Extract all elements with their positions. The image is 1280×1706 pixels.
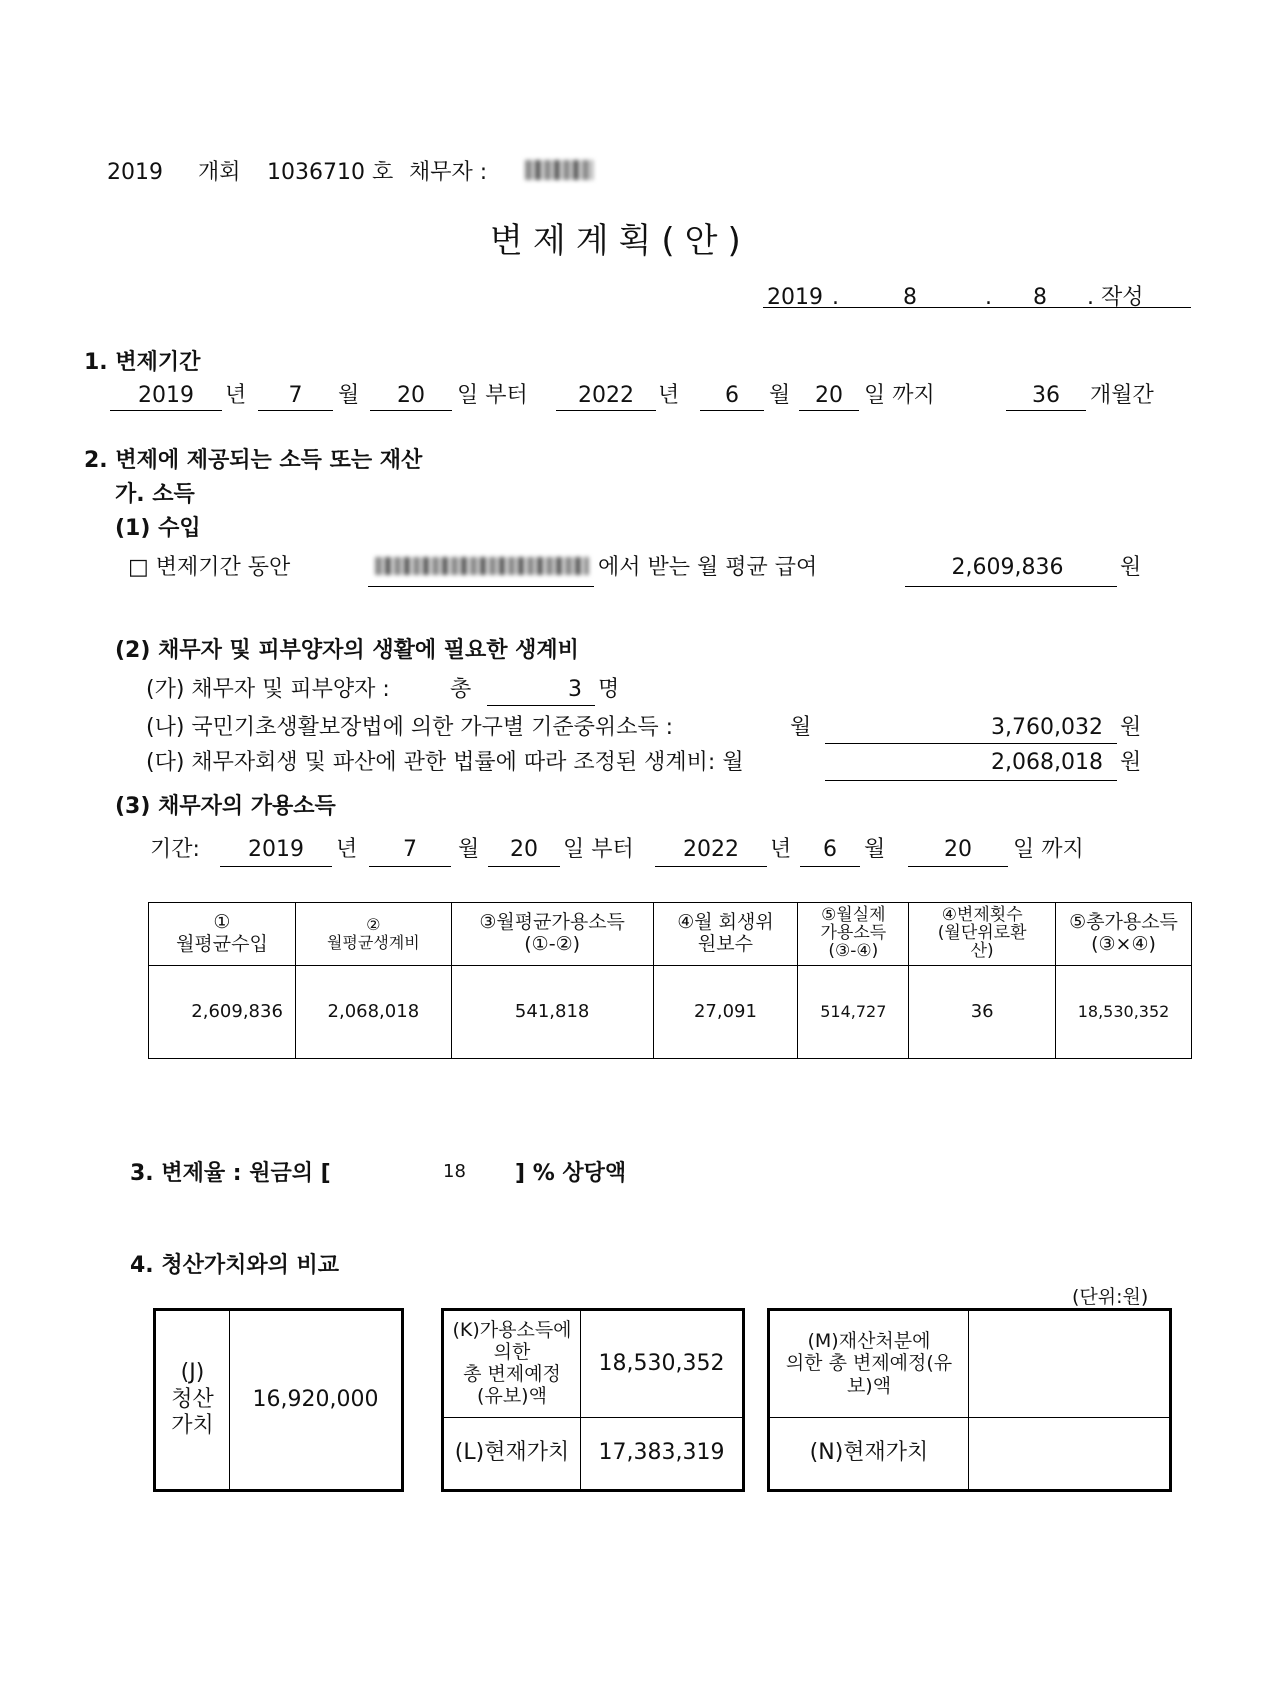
income-amount: 2,609,836	[951, 555, 1064, 580]
cell-total-available-income: 18,530,352	[1056, 966, 1192, 1059]
available-income-repayment-box	[441, 1308, 745, 1492]
underline	[369, 866, 451, 867]
underline	[905, 586, 1117, 587]
label-day-from: 일 부터	[457, 383, 528, 408]
case-number: 1036710	[267, 160, 365, 185]
header-repayment-count: ④변제횟수 (월단위로환 산)	[909, 903, 1056, 966]
dependents-label: (가) 채무자 및 피부양자 :	[146, 677, 390, 702]
employer-name-redacted	[375, 557, 589, 575]
written-date-underline	[763, 307, 1191, 308]
written-day: 8	[1033, 285, 1047, 310]
label-month: 월	[338, 383, 360, 408]
period-months: 36	[1032, 383, 1060, 408]
median-income-value: 3,760,032	[991, 715, 1103, 740]
month-label: 월	[790, 715, 812, 740]
cell-monthly-living-cost: 2,068,018	[295, 966, 451, 1059]
ho-label: 호	[372, 160, 394, 185]
n-value	[969, 1417, 1170, 1489]
underline	[368, 586, 594, 587]
k-value: 18,530,352	[581, 1311, 743, 1417]
debtor-name-redacted	[525, 160, 593, 180]
label-year: 년	[225, 383, 247, 408]
label-year: 년	[336, 837, 358, 862]
label-year: 년	[658, 383, 680, 408]
section2-sub-3: (3) 채무자의 가용소득	[115, 794, 336, 819]
liquidation-value: 16,920,000	[230, 1311, 402, 1489]
underline	[908, 866, 1008, 867]
living-cost-value: 2,068,018	[991, 750, 1103, 775]
written-year: 2019	[767, 285, 823, 310]
period-start-year: 2019	[138, 383, 194, 408]
label-day-from: 일 부터	[563, 837, 634, 862]
header-monthly-available-income: ③월평균가용소득 (①-②)	[451, 903, 653, 966]
section2-sub-ga: 가. 소득	[115, 482, 195, 507]
case-label: 개회	[198, 160, 241, 185]
section2-sub-2: (2) 채무자 및 피부양자의 생활에 필요한 생계비	[115, 638, 579, 663]
liquidation-value-box	[153, 1308, 404, 1492]
underline	[700, 410, 764, 411]
header-monthly-living-cost: ② 월평균생계비	[295, 903, 451, 966]
period-start-day: 20	[397, 383, 425, 408]
header-actual-available-income: ⑤월실제 가용소득 (③-④)	[798, 903, 909, 966]
available-period-label: 기간:	[150, 837, 200, 862]
label-day-to: 일 까지	[864, 383, 935, 408]
header-monthly-income: ① 월평균수입	[149, 903, 296, 966]
label-day-to: 일 까지	[1013, 837, 1084, 862]
dependents-total-label: 총	[450, 677, 472, 702]
cell-actual-available-income: 514,727	[798, 966, 909, 1059]
debtor-label: 채무자 :	[409, 160, 488, 185]
dependents-count: 3	[568, 677, 582, 702]
period-end-year: 2022	[578, 383, 634, 408]
won-label: 원	[1120, 555, 1142, 580]
liquidation-value-label: (J) 청산 가치	[156, 1311, 230, 1489]
section2-sub-1: (1) 수입	[115, 516, 201, 541]
available-end-month: 6	[823, 837, 837, 862]
living-cost-label: (다) 채무자회생 및 파산에 관한 법률에 따라 조정된 생계비: 월	[146, 750, 744, 775]
won-label: 원	[1120, 750, 1142, 775]
m-label: (M)재산처분에 의한 총 변제예정(유 보)액	[770, 1311, 969, 1417]
underline	[258, 410, 333, 411]
label-year: 년	[770, 837, 792, 862]
n-label: (N)현재가치	[770, 1417, 969, 1489]
repayment-rate: 18	[443, 1161, 466, 1182]
underline	[220, 866, 332, 867]
available-end-year: 2022	[683, 837, 739, 862]
cell-trustee-fee: 27,091	[653, 966, 798, 1059]
table-row	[149, 966, 1192, 1059]
unit-label: (단위:원)	[1072, 1286, 1149, 1308]
median-income-label: (나) 국민기초생활보장법에 의한 가구별 기준중위소득 :	[146, 715, 674, 740]
won-label: 원	[1120, 715, 1142, 740]
period-start-month: 7	[288, 383, 303, 408]
underline	[487, 705, 595, 706]
written-suffix: . 작성	[1087, 285, 1144, 310]
k-label: (K)가용소득에 의한 총 변제예정 (유보)액	[444, 1311, 581, 1417]
income-mid: 에서 받는 월 평균 급여	[598, 555, 818, 580]
available-end-day: 20	[944, 837, 972, 862]
period-end-day: 20	[815, 383, 843, 408]
section3-suffix: ] % 상당액	[515, 1161, 627, 1186]
cell-monthly-available-income: 541,818	[451, 966, 653, 1059]
label-month: 월	[769, 383, 791, 408]
label-month: 월	[458, 837, 480, 862]
available-start-year: 2019	[248, 837, 304, 862]
underline	[800, 866, 860, 867]
underline	[825, 780, 1117, 781]
table-header-row	[149, 903, 1192, 966]
asset-disposal-repayment-box	[767, 1308, 1172, 1492]
underline	[1006, 410, 1086, 411]
written-month: 8	[903, 285, 917, 310]
underline	[799, 410, 859, 411]
section2-heading: 2. 변제에 제공되는 소득 또는 재산	[84, 448, 423, 473]
written-dot-2: .	[985, 285, 992, 310]
label-month: 월	[864, 837, 886, 862]
header-total-available-income: ⑤총가용소득 (③×④)	[1056, 903, 1192, 966]
period-end-month: 6	[725, 383, 739, 408]
available-income-table	[148, 902, 1192, 1059]
available-start-month: 7	[403, 837, 417, 862]
case-year: 2019	[107, 160, 163, 185]
section3-label: 3. 변제율 : 원금의 [	[130, 1161, 331, 1186]
m-value	[969, 1311, 1170, 1417]
cell-monthly-income: 2,609,836	[149, 966, 296, 1059]
section4-heading: 4. 청산가치와의 비교	[130, 1253, 339, 1278]
section1-heading: 1. 변제기간	[84, 350, 201, 375]
underline	[110, 410, 222, 411]
l-value: 17,383,319	[581, 1417, 743, 1489]
cell-repayment-count: 36	[909, 966, 1056, 1059]
written-dot-1: .	[832, 285, 839, 310]
page-title: 변제계획(안)	[490, 221, 751, 261]
underline	[655, 866, 767, 867]
header-trustee-fee: ④월 회생위 원보수	[653, 903, 798, 966]
available-start-day: 20	[510, 837, 538, 862]
underline	[556, 410, 656, 411]
income-prefix: □ 변제기간 동안	[128, 555, 291, 580]
underline	[488, 866, 560, 867]
l-label: (L)현재가치	[444, 1417, 581, 1489]
dependents-unit: 명	[598, 677, 620, 702]
underline	[370, 410, 452, 411]
label-months: 개월간	[1090, 383, 1154, 408]
underline	[825, 743, 1117, 744]
